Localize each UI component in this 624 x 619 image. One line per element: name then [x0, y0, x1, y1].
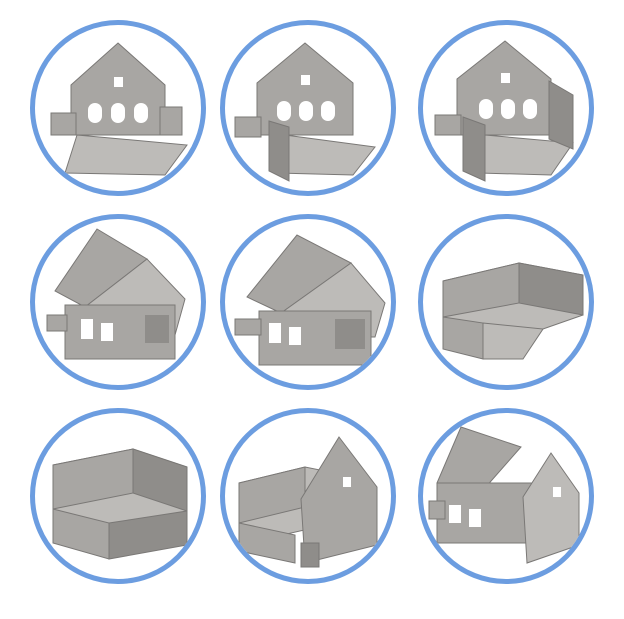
- step-4-illustration: [35, 219, 201, 385]
- step-6-circle: [418, 214, 594, 390]
- step-7-illustration: [35, 413, 201, 579]
- step-5-circle: [220, 214, 396, 390]
- step-7-circle: [30, 408, 206, 584]
- step-6-illustration: [423, 219, 589, 385]
- step-2-circle: [220, 20, 396, 196]
- step-3-illustration: [423, 25, 589, 191]
- step-9-circle: [418, 408, 594, 584]
- step-8-illustration: [225, 413, 391, 579]
- step-3-circle: [418, 20, 594, 196]
- step-8-circle: [220, 408, 396, 584]
- step-1-circle: [30, 20, 206, 196]
- step-4-circle: [30, 214, 206, 390]
- step-2-illustration: [225, 25, 391, 191]
- step-9-illustration: [423, 413, 589, 579]
- step-5-illustration: [225, 219, 391, 385]
- step-1-illustration: [35, 25, 201, 191]
